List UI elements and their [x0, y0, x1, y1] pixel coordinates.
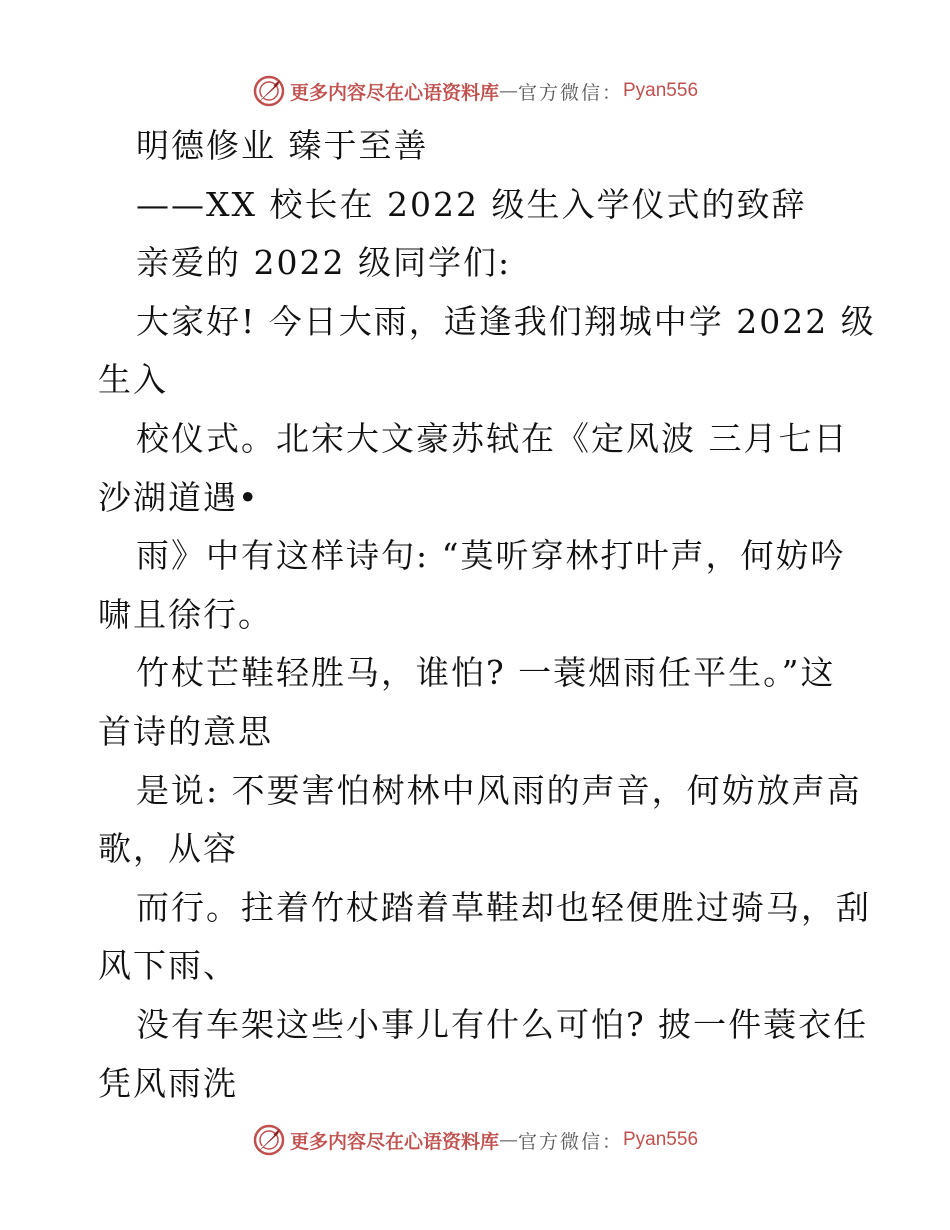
header-banner: [0, 71, 950, 111]
banner-separator: —: [498, 80, 518, 102]
text-line: 啸且徐行。: [98, 594, 273, 634]
quill-seal-icon: [252, 1123, 286, 1157]
banner-wechat-label: 官方微信：: [517, 81, 623, 104]
text-line: 是说: 不要害怕树林中风雨的声音，何妨放声高: [136, 770, 862, 810]
footer-banner: [0, 1120, 950, 1160]
text-line: 生入: [98, 360, 168, 400]
banner-main-text: 更多内容尽在心语资料库: [289, 1130, 499, 1153]
text-line: 校仪式。北宋大文豪苏轼在《定风波 三月七日: [136, 418, 849, 458]
text-line: 凭风雨洗: [98, 1063, 238, 1103]
banner-wechat-id: Pyan556: [623, 80, 699, 101]
quill-seal-icon: [252, 74, 286, 108]
text-line: 亲爱的 2022 级同学们:: [136, 243, 512, 283]
document-body: [98, 117, 878, 1113]
banner-main-text: 更多内容尽在心语资料库: [289, 81, 499, 104]
banner-wechat-id: Pyan556: [623, 1129, 699, 1150]
text-line: 雨》中有这样诗句: “莫听穿林打叶声，何妨吟: [136, 536, 846, 576]
text-line: 首诗的意思: [98, 711, 273, 751]
text-line: 没有车架这些小事儿有什么可怕? 披一件蓑衣任: [136, 1004, 869, 1044]
text-line: 歌，从容: [98, 829, 238, 869]
text-line: 而行。拄着竹杖踏着草鞋却也轻便胜过骑马，刮: [136, 887, 871, 927]
document-subtitle: ——XX 校长在 2022 级生入学仪式的致辞: [136, 184, 807, 224]
document-title: 明德修业 臻于至善: [136, 126, 429, 165]
banner-separator: —: [498, 1129, 518, 1151]
text-line: 竹杖芒鞋轻胜马，谁怕? 一蓑烟雨任平生。”这: [136, 653, 836, 693]
banner-wechat-label: 官方微信：: [517, 1130, 623, 1153]
text-line: 大家好! 今日大雨，适逢我们翔城中学 2022 级: [136, 301, 876, 341]
text-line: 沙湖道遇•: [98, 477, 260, 517]
text-line: 风下雨、: [98, 946, 238, 986]
